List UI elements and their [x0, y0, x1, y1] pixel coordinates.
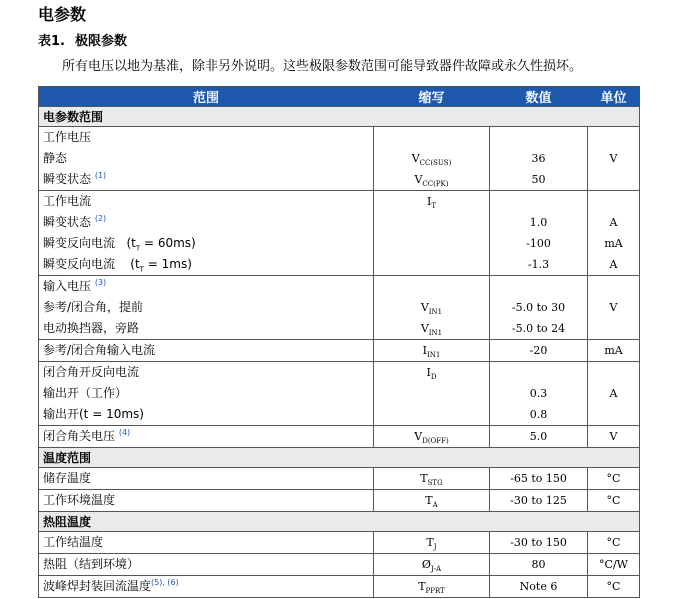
page-title: 电参数 [38, 5, 87, 24]
symbol-id: $I_D$ [426, 366, 437, 382]
cell-input-current-symbol [374, 340, 490, 362]
cell-input-current-value: -20 [490, 340, 588, 362]
footnote-ref: (2) [94, 214, 107, 223]
cell-solder: 波峰焊封装回流温度$^{(5), (6)}$ [39, 576, 374, 598]
cell-solder-unit: °C [588, 576, 640, 598]
cell-thermal-res-symbol: $Ø_{J-A}$ [374, 554, 490, 576]
cell-ambient-symbol: $T_A$ [374, 490, 490, 512]
cell-supply-current-symbol [374, 191, 490, 276]
table-row [39, 127, 640, 191]
table-row [39, 468, 640, 490]
cell-supply-voltage [39, 127, 374, 191]
table-row [39, 191, 640, 276]
cell-thermal-res: 热阻（结到环境） [39, 554, 374, 576]
absolute-max-ratings-table [38, 86, 640, 598]
footnote-ref: (3) [94, 278, 107, 287]
table-row [39, 554, 640, 576]
cell-input-current: 参考/闭合角输入电流 [39, 340, 374, 362]
cell-thermal-res-value: 80 [490, 554, 588, 576]
cell-input-voltage-unit [588, 276, 640, 340]
cell-junction-value: -30 to 150 [490, 532, 588, 554]
cell-ambient-unit: °C [588, 490, 640, 512]
cell-supply-voltage-symbol [374, 127, 490, 191]
unit: V [609, 152, 618, 165]
cell-storage-value: -65 to 150 [490, 468, 588, 490]
section-row [39, 448, 640, 468]
label-shifter-bypass: 电动换挡器，旁路 [43, 321, 140, 335]
header-range: 范围 [39, 87, 374, 107]
cell-dwell-reverse-symbol [374, 362, 490, 426]
cell-solder-symbol: $T_{PPRT}$ [374, 576, 490, 598]
cell-thermal-res-unit: °C/W [588, 554, 640, 576]
symbol-vcc-pk: $V_{CC(PK)}$ [414, 173, 449, 189]
symbol-vin1: $V_{IN1}$ [420, 301, 443, 317]
cell-dwell-reverse-value: 0.3 0.8 [490, 362, 588, 426]
cell-supply-voltage-value [490, 127, 588, 191]
unit: mA [604, 237, 623, 250]
table-row [39, 532, 640, 554]
value: -1.3 [527, 258, 550, 271]
cell-dwell-off-unit: V [588, 426, 640, 448]
cell-dwell-off: 闭合角关电压 $^{(4)}$ [39, 426, 374, 448]
cell-supply-voltage-unit [588, 127, 640, 191]
cell-input-current-unit: mA [588, 340, 640, 362]
cell-storage: 储存温度 [39, 468, 374, 490]
cell-dwell-reverse: 闭合角开反向电流 输出开（工作） 输出开(t = 10ms) [39, 362, 374, 426]
cell-dwell-off-symbol: $V_{D(OFF)}$ [374, 426, 490, 448]
table-row [39, 576, 640, 598]
table-caption-text: 极限参数 [74, 34, 127, 49]
footnote-ref: (5), (6) [151, 578, 179, 587]
label-reverse-1ms: 瞬变反向电流 $(t_T = 1ms)$ [43, 257, 192, 274]
cell-dwell-off-value: 5.0 [490, 426, 588, 448]
table-row [39, 340, 640, 362]
table-header-row [39, 87, 640, 107]
label-transient: 瞬变状态 $^{(2)}$ [43, 214, 107, 229]
header-unit: 单位 [588, 87, 640, 107]
symbol-it: $I_T$ [426, 195, 437, 211]
label-static: 静态 [43, 151, 68, 165]
header-abbr: 缩写 [374, 87, 490, 107]
footnote-ref: (4) [118, 428, 131, 437]
cell-supply-current [39, 191, 374, 276]
symbol-iin1: $I_{IN1}$ [422, 344, 441, 360]
cell-storage-unit: °C [588, 468, 640, 490]
table-number: 表1. [38, 34, 65, 49]
value: 50 [531, 173, 546, 186]
cell-input-voltage-value [490, 276, 588, 340]
unit: V [609, 301, 618, 314]
cell-input-voltage-symbol [374, 276, 490, 340]
value: -5.0 to 30 [511, 301, 566, 314]
cell-junction-symbol: $T_J$ [374, 532, 490, 554]
label-supply-voltage: 工作电压 [43, 130, 92, 144]
value: 1.0 [529, 216, 548, 229]
value: 36 [531, 152, 546, 165]
label-reverse-60ms: 瞬变反向电流 $(t_T = 60ms)$ [43, 236, 196, 253]
value: -5.0 to 24 [511, 322, 566, 335]
cell-input-voltage [39, 276, 374, 340]
label-ref-dwell: 参考/闭合角，提前 [43, 300, 144, 314]
section-temperature: 温度范围 [39, 448, 640, 468]
cell-dwell-reverse-unit: A [588, 362, 640, 426]
symbol-vin1: $V_{IN1}$ [420, 322, 443, 338]
cell-ambient: 工作环境温度 [39, 490, 374, 512]
table-caption [38, 30, 127, 49]
header-value: 数值 [490, 87, 588, 107]
cell-supply-current-unit [588, 191, 640, 276]
section-electrical: 电参数范围 [39, 107, 640, 127]
unit: A [609, 216, 618, 229]
cell-solder-value: Note 6 [490, 576, 588, 598]
unit: A [609, 258, 618, 271]
label-transient: 瞬变状态 $^{(1)}$ [43, 171, 107, 186]
footnote-ref: (1) [94, 171, 107, 180]
cell-ambient-value: -30 to 125 [490, 490, 588, 512]
intro-paragraph: 所有电压以地为基准，除非另外说明。这些极限参数范围可能导致器件故障或永久性损坏。 [62, 59, 583, 74]
table-row [39, 362, 640, 426]
cell-supply-current-value [490, 191, 588, 276]
cell-storage-symbol: $T_{STG}$ [374, 468, 490, 490]
section-row [39, 107, 640, 127]
symbol-vcc-sus: $V_{CC(SUS)}$ [411, 152, 452, 168]
cell-junction-unit: °C [588, 532, 640, 554]
value: -100 [526, 237, 551, 250]
section-thermal: 热阻温度 [39, 512, 640, 532]
section-row [39, 512, 640, 532]
table-row [39, 276, 640, 340]
label-supply-current: 工作电流 [43, 194, 92, 208]
label-input-voltage: 输入电压 $^{(3)}$ [43, 278, 107, 293]
table-row [39, 490, 640, 512]
table-row [39, 426, 640, 448]
cell-junction: 工作结温度 [39, 532, 374, 554]
